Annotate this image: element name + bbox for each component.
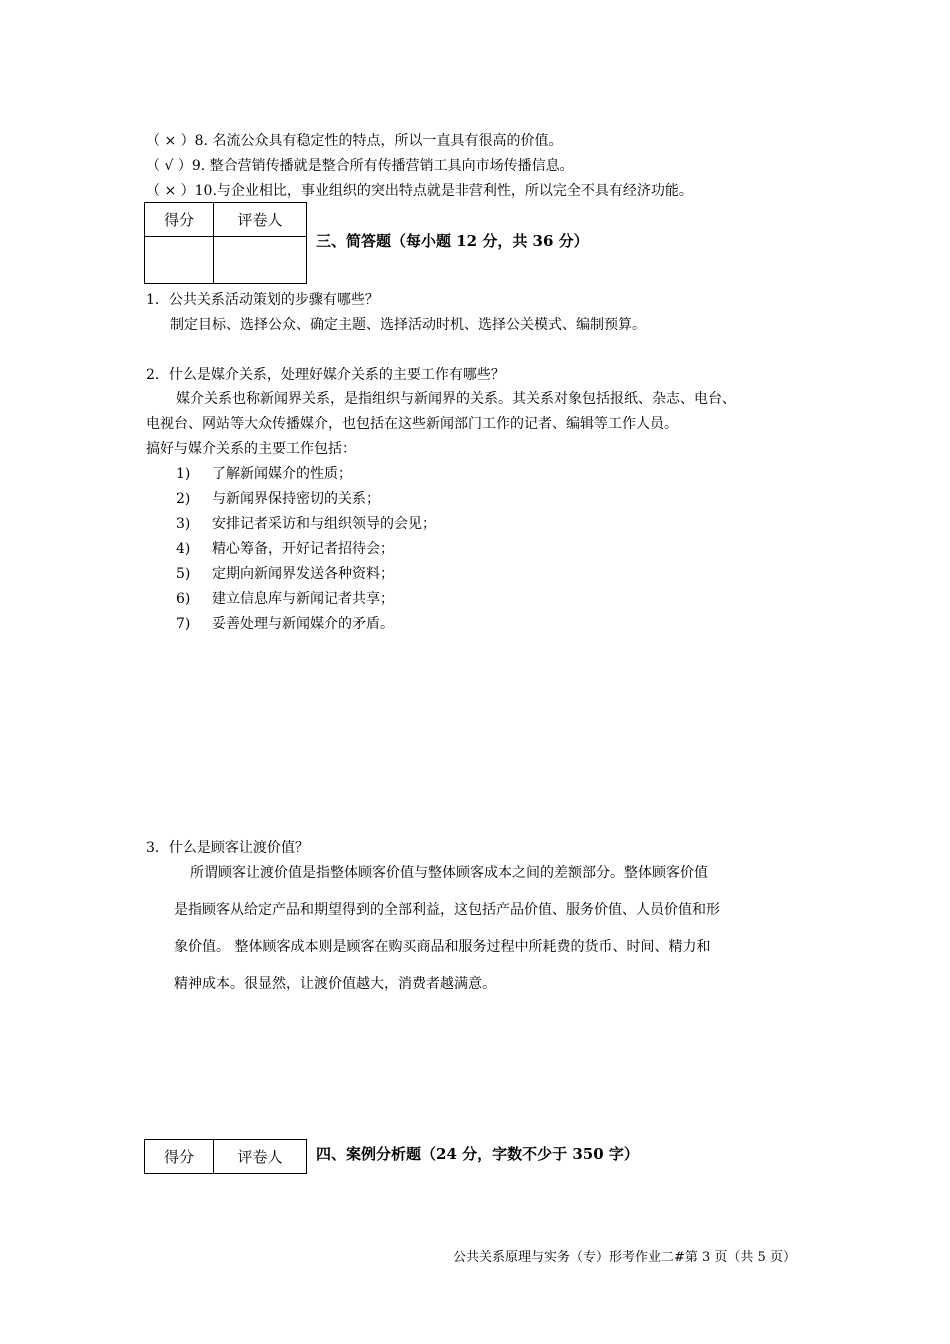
score-label: 得分 (145, 203, 214, 237)
section4-title: 四、案例分析题（24 分，字数不少于 350 字） (316, 1145, 639, 1163)
tf-item-8: （ × ）8. 名流公众具有稳定性的特点，所以一直具有很高的价值。 (146, 133, 563, 149)
list-item: 2) 与新闻界保持密切的关系； (176, 491, 380, 507)
section3-title: 三、简答题（每小题 12 分，共 36 分） (316, 232, 589, 250)
score-table (144, 1139, 307, 1174)
list-item: 1) 了解新闻媒介的性质； (176, 466, 352, 482)
q2-question: 2．什么是媒介关系，处理好媒介关系的主要工作有哪些？ (146, 367, 505, 383)
tf-mark: √ (164, 158, 174, 174)
q3-answer-line1: 所谓顾客让渡价值是指整体顾客价值与整体顾客成本之间的差额部分。整体顾客价值 (190, 865, 708, 881)
q2-answer-line3: 搞好与媒介关系的主要工作包括： (146, 441, 356, 457)
list-item: 5) 定期向新闻界发送各种资料； (176, 566, 394, 582)
q1-question: 1．公共关系活动策划的步骤有哪些？ (146, 292, 379, 308)
q3-answer-line2: 是指顾客从给定产品和期望得到的全部利益，这包括产品价值、服务价值、人员价值和形 (174, 902, 720, 918)
list-item: 4) 精心筹备，开好记者招待会； (176, 541, 394, 557)
q3-question: 3．什么是顾客让渡价值？ (146, 840, 309, 856)
score-label: 得分 (145, 1140, 214, 1174)
list-item: 3) 安排记者采访和与组织领导的会见； (176, 516, 436, 532)
score-table (144, 202, 307, 284)
list-item: 7) 妥善处理与新闻媒介的矛盾。 (176, 616, 394, 632)
grader-label: 评卷人 (214, 1140, 307, 1174)
q3-answer-line4: 精神成本。很显然，让渡价值越大，消费者越满意。 (174, 976, 496, 992)
score-cell[interactable] (145, 237, 214, 284)
q3-answer-line3: 象价值。 整体顾客成本则是顾客在购买商品和服务过程中所耗费的货币、时间、精力和 (174, 939, 711, 955)
tf-item-10: （ × ）10.与企业相比，事业组织的突出特点就是非营利性，所以完全不具有经济功能。 (146, 183, 693, 199)
tf-mark: × (164, 133, 177, 149)
q2-answer-line1: 媒介关系也称新闻界关系，是指组织与新闻界的关系。其关系对象包括报纸、杂志、电台、 (176, 391, 736, 407)
tf-item-9: （ √ ）9. 整合营销传播就是整合所有传播营销工具向市场传播信息。 (146, 158, 574, 174)
tf-mark: × (164, 183, 177, 199)
q2-answer-line2: 电视台、网站等大众传播媒介，也包括在这些新闻部门工作的记者、编辑等工作人员。 (146, 416, 678, 432)
list-item: 6) 建立信息库与新闻记者共享； (176, 591, 394, 607)
page-footer: 公共关系原理与实务（专）形考作业二#第 3 页（共 5 页） (453, 1250, 796, 1265)
q1-answer: 制定目标、选择公众、确定主题、选择活动时机、选择公关模式、编制预算。 (170, 317, 646, 333)
grader-label: 评卷人 (214, 203, 307, 237)
grader-cell[interactable] (214, 237, 307, 284)
